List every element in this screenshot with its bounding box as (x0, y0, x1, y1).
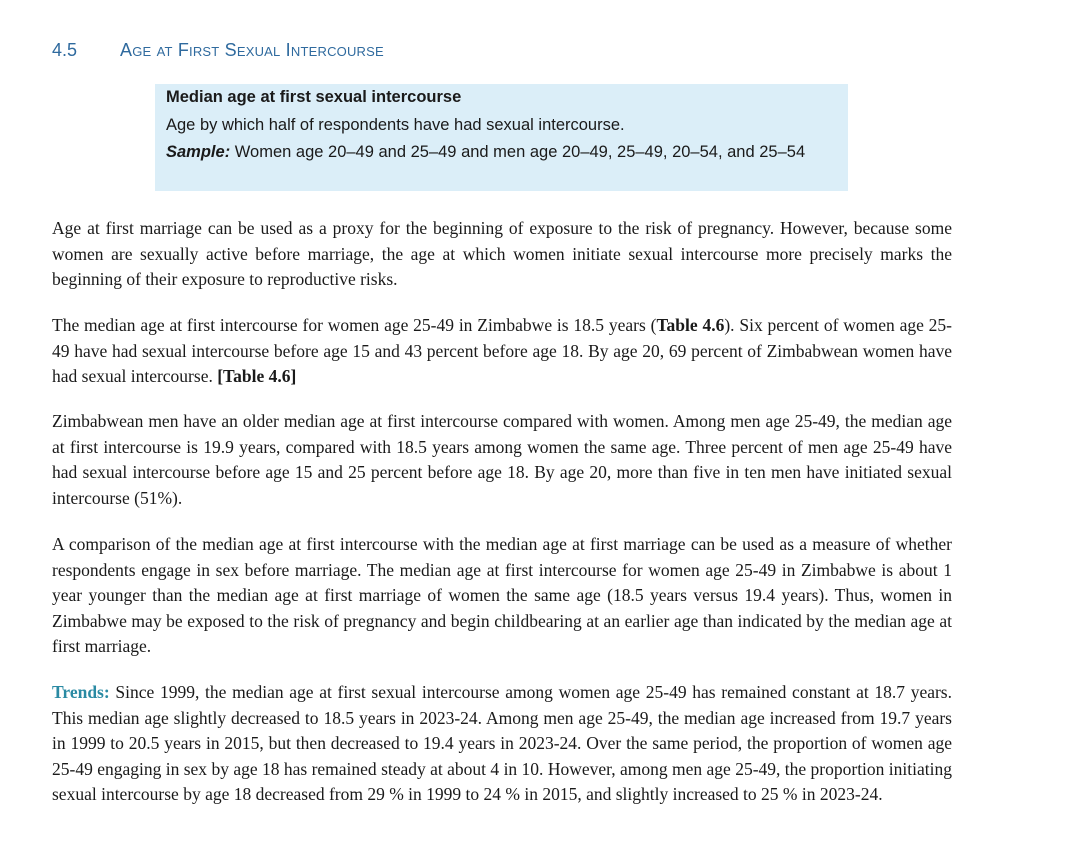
trends-label: Trends: (52, 682, 110, 702)
paragraph-2-text-b: ). Six percent of women age 25-49 have had sexual intercourse before age 15 and 43 percent before age 18. By age 20, 69 percent of Zimbabwean women have had sexual intercourse. (52, 315, 953, 387)
table-reference: Table 4.6 (656, 315, 725, 335)
paragraph-2-text-a: The median age at first intercourse for women age 25-49 in Zimbabwe is 18.5 years ( (52, 315, 657, 335)
paragraph-1: Age at first marriage can be used as a proxy for the beginning of exposure to the risk of pregnancy. However, because some women are sexually active before marriage, the age at which women initiate sexual intercourse more precisely marks the beginning of their exposure to reproductive risks. (52, 218, 952, 290)
trends-text: Since 1999, the median age at first sexual intercourse among women age 25-49 has remained constant at 18.7 years. This median age slightly decreased to 18.5 years in 2023-24. Among men age 25-49, the median age increased from 19.7 years in 1999 to 20.5 years in 2015, but then decreased to 19.4 years in 2023-24. Over the same period, the proportion of women age 25-49 engaging in sex by age 18 has remained steady at about 4 in 10. However, among men age 25-49, the proportion initiating sexual intercourse by age 18 decreased from 29 % in 1999 to 24 % in 2015, and slightly increased to 25 % in 2023-24. (52, 682, 952, 805)
section-number: 4.5 (52, 40, 78, 60)
sample-label: Sample: (166, 143, 231, 161)
definition-sample (166, 141, 838, 163)
section-title: Age at First Sexual Intercourse (120, 40, 384, 60)
table-reference-bracket: [Table 4.6] (217, 366, 297, 387)
sample-text: Women age 20–49 and 25–49 and men age 20–49, 25–49, 20–54, and 25–54 (230, 143, 806, 161)
definition-title: Median age at first sexual intercourse (166, 88, 462, 106)
paragraph-trends (52, 680, 952, 808)
paragraph-3: Zimbabwean men have an older median age at first intercourse compared with women. Among men age 25-49, the median age at first intercourse is 19.9 years, compared with 18.5 years among women the same age. Three percent of men age 25-49 have had sexual intercourse before age 15 and 25 percent before age 18. By age 20, more than five in ten men have initiated sexual intercourse (51%). (52, 411, 952, 508)
paragraph-2 (52, 313, 952, 390)
definition-box (155, 84, 848, 191)
definition-text: Age by which half of respondents have had sexual intercourse. (166, 116, 625, 134)
paragraph-4: A comparison of the median age at first intercourse with the median age at first marriage can be used as a measure of whether respondents engage in sex before marriage. The median age at first intercourse for women age 25-49 in Zimbabwe is about 1 year younger than the median age at first marriage of women the same age (18.5 years versus 19.4 years). Thus, women in Zimbabwe may be exposed to the risk of pregnancy and begin childbearing at an earlier age than indicated by the median age at first marriage. (52, 534, 952, 657)
